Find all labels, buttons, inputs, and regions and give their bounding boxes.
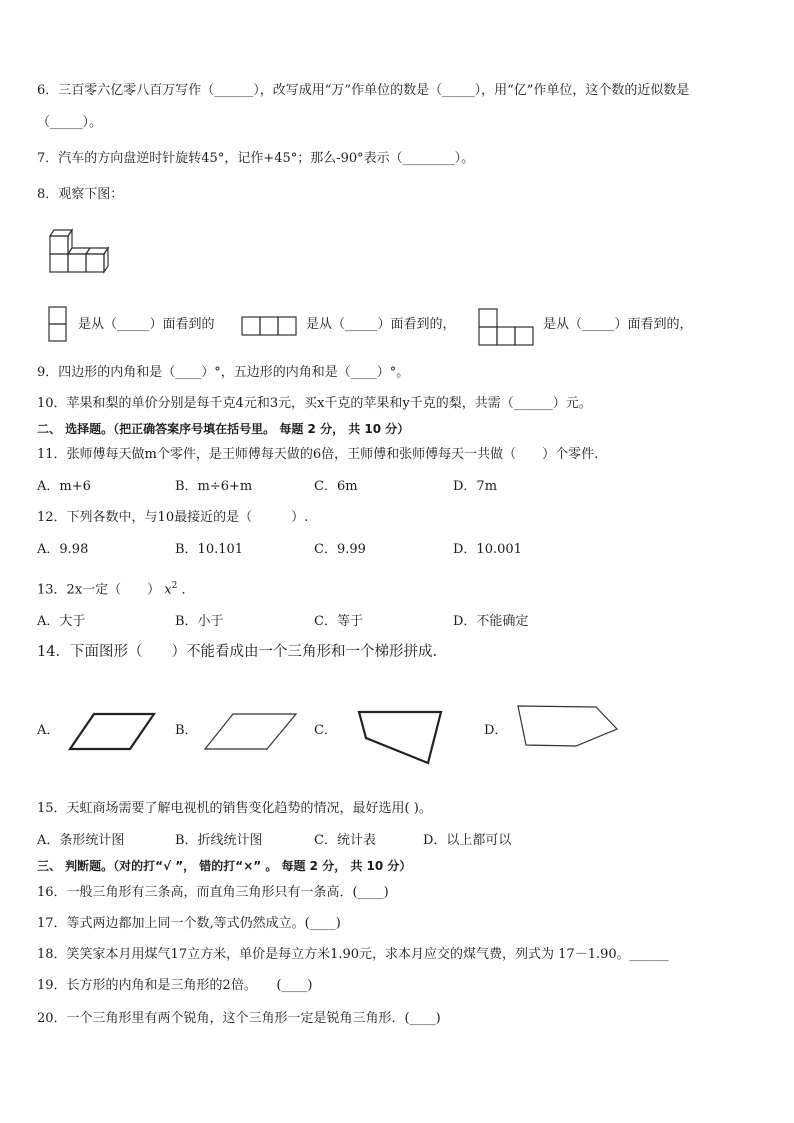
q15-option-d: D．以上都可以 bbox=[423, 833, 512, 848]
q14-label-d: D． bbox=[484, 723, 508, 738]
q13-text bbox=[37, 577, 195, 599]
q8-view2-text: 是从（_____）面看到的， bbox=[306, 317, 456, 332]
q12-options bbox=[37, 541, 757, 559]
q14-shape-c-quadrilateral bbox=[356, 708, 446, 766]
q15-option-a: A．条形统计图 bbox=[37, 833, 125, 848]
q14-label-c: C． bbox=[314, 723, 337, 738]
q8-view1-text: 是从（_____）面看到的 bbox=[78, 317, 215, 332]
view-figure-2 bbox=[241, 316, 301, 336]
q13-math-var: x bbox=[164, 582, 172, 598]
q14-shape-b-parallelogram bbox=[203, 712, 299, 752]
q11-option-c: C．6m bbox=[314, 479, 358, 494]
q11-options bbox=[37, 478, 757, 496]
q6-line1: 6．三百零六亿零八百万写作（______），改写成用“万”作单位的数是（_____），用“亿”作单位，这个数的近似数是 bbox=[37, 83, 690, 98]
cube-solid-figure bbox=[48, 226, 118, 276]
q7-text: 7．汽车的方向盘逆时针旋转45°，记作+45°；那么-90°表示（________）。 bbox=[37, 151, 475, 166]
q12-text: 12．下列各数中，与10最接近的是（ ）. bbox=[37, 510, 309, 525]
section-2-heading: 二、 选择题。（把正确答案序号填在括号里。 每题 2 分， 共 10 分） bbox=[37, 422, 410, 436]
q8-text: 8．观察下图： bbox=[37, 187, 124, 202]
q11-text: 11．张师傅每天做m个零件，是王师傅每天做的6倍，王师傅和张师傅每天一共做（ ）个零件. bbox=[37, 447, 599, 462]
q13-option-d: D．不能确定 bbox=[453, 614, 529, 629]
q15-options bbox=[37, 832, 757, 850]
q13-option-a: A．大于 bbox=[37, 614, 86, 629]
q8-view3-text: 是从（_____）面看到的， bbox=[543, 317, 693, 332]
q13-option-b: B．小于 bbox=[175, 614, 224, 629]
q14-label-a: A． bbox=[37, 723, 60, 738]
q16-text: 16．一般三角形有三条高，而直角三角形只有一条高．(____) bbox=[37, 885, 389, 900]
q14-shape-a-parallelogram bbox=[68, 712, 158, 752]
q14-text: 14．下面图形（ ）不能看成由一个三角形和一个梯形拼成. bbox=[37, 644, 438, 660]
q9-text: 9．四边形的内角和是（____）°，五边形的内角和是（____）°。 bbox=[37, 365, 410, 380]
q14-label-b: B． bbox=[175, 723, 198, 738]
q18-text: 18．笑笑家本月用煤气17立方米，单价是每立方米1.90元，求本月应交的煤气费，列式为 17－1.90。______ bbox=[37, 947, 669, 962]
q17-text: 17．等式两边都加上同一个数,等式仍然成立。(____) bbox=[37, 916, 341, 931]
q11-option-d: D．7m bbox=[453, 479, 498, 494]
q13-stem: 13．2x一定（ ） bbox=[37, 582, 161, 598]
q19-text: 19．长方形的内角和是三角形的2倍。 (____) bbox=[37, 978, 313, 993]
q15-option-c: C．统计表 bbox=[314, 833, 376, 848]
section-3-heading: 三、 判断题。（对的打“√ ”， 错的打“×” 。 每题 2 分， 共 10 分） bbox=[37, 859, 412, 873]
q13-math-power: 2 bbox=[171, 581, 178, 591]
q12-option-c: C．9.99 bbox=[314, 542, 366, 557]
q11-option-b: B．m÷6+m bbox=[175, 479, 253, 494]
q6-line2: （_____）。 bbox=[37, 115, 103, 130]
view-figure-3 bbox=[478, 308, 538, 348]
q11-option-a: A．m+6 bbox=[37, 479, 91, 494]
q12-option-b: B．10.101 bbox=[175, 542, 244, 557]
q15-text: 15．天虹商场需要了解电视机的销售变化趋势的情况，最好选用( )。 bbox=[37, 801, 432, 816]
q13-end: ． bbox=[181, 582, 195, 598]
q12-option-a: A．9.98 bbox=[37, 542, 89, 557]
q14-shape-d-pentagon bbox=[515, 703, 621, 751]
q20-text: 20．一个三角形里有两个锐角，这个三角形一定是锐角三角形．(____) bbox=[37, 1011, 441, 1026]
q10-text: 10．苹果和梨的单价分别是每千克4元和3元，买x千克的苹果和y千克的梨，共需（______）元。 bbox=[37, 396, 592, 411]
q13-option-c: C．等于 bbox=[314, 614, 363, 629]
q15-option-b: B．折线统计图 bbox=[175, 833, 263, 848]
q13-options bbox=[37, 613, 757, 631]
view-figure-1 bbox=[48, 306, 68, 344]
q12-option-d: D．10.001 bbox=[453, 542, 522, 557]
